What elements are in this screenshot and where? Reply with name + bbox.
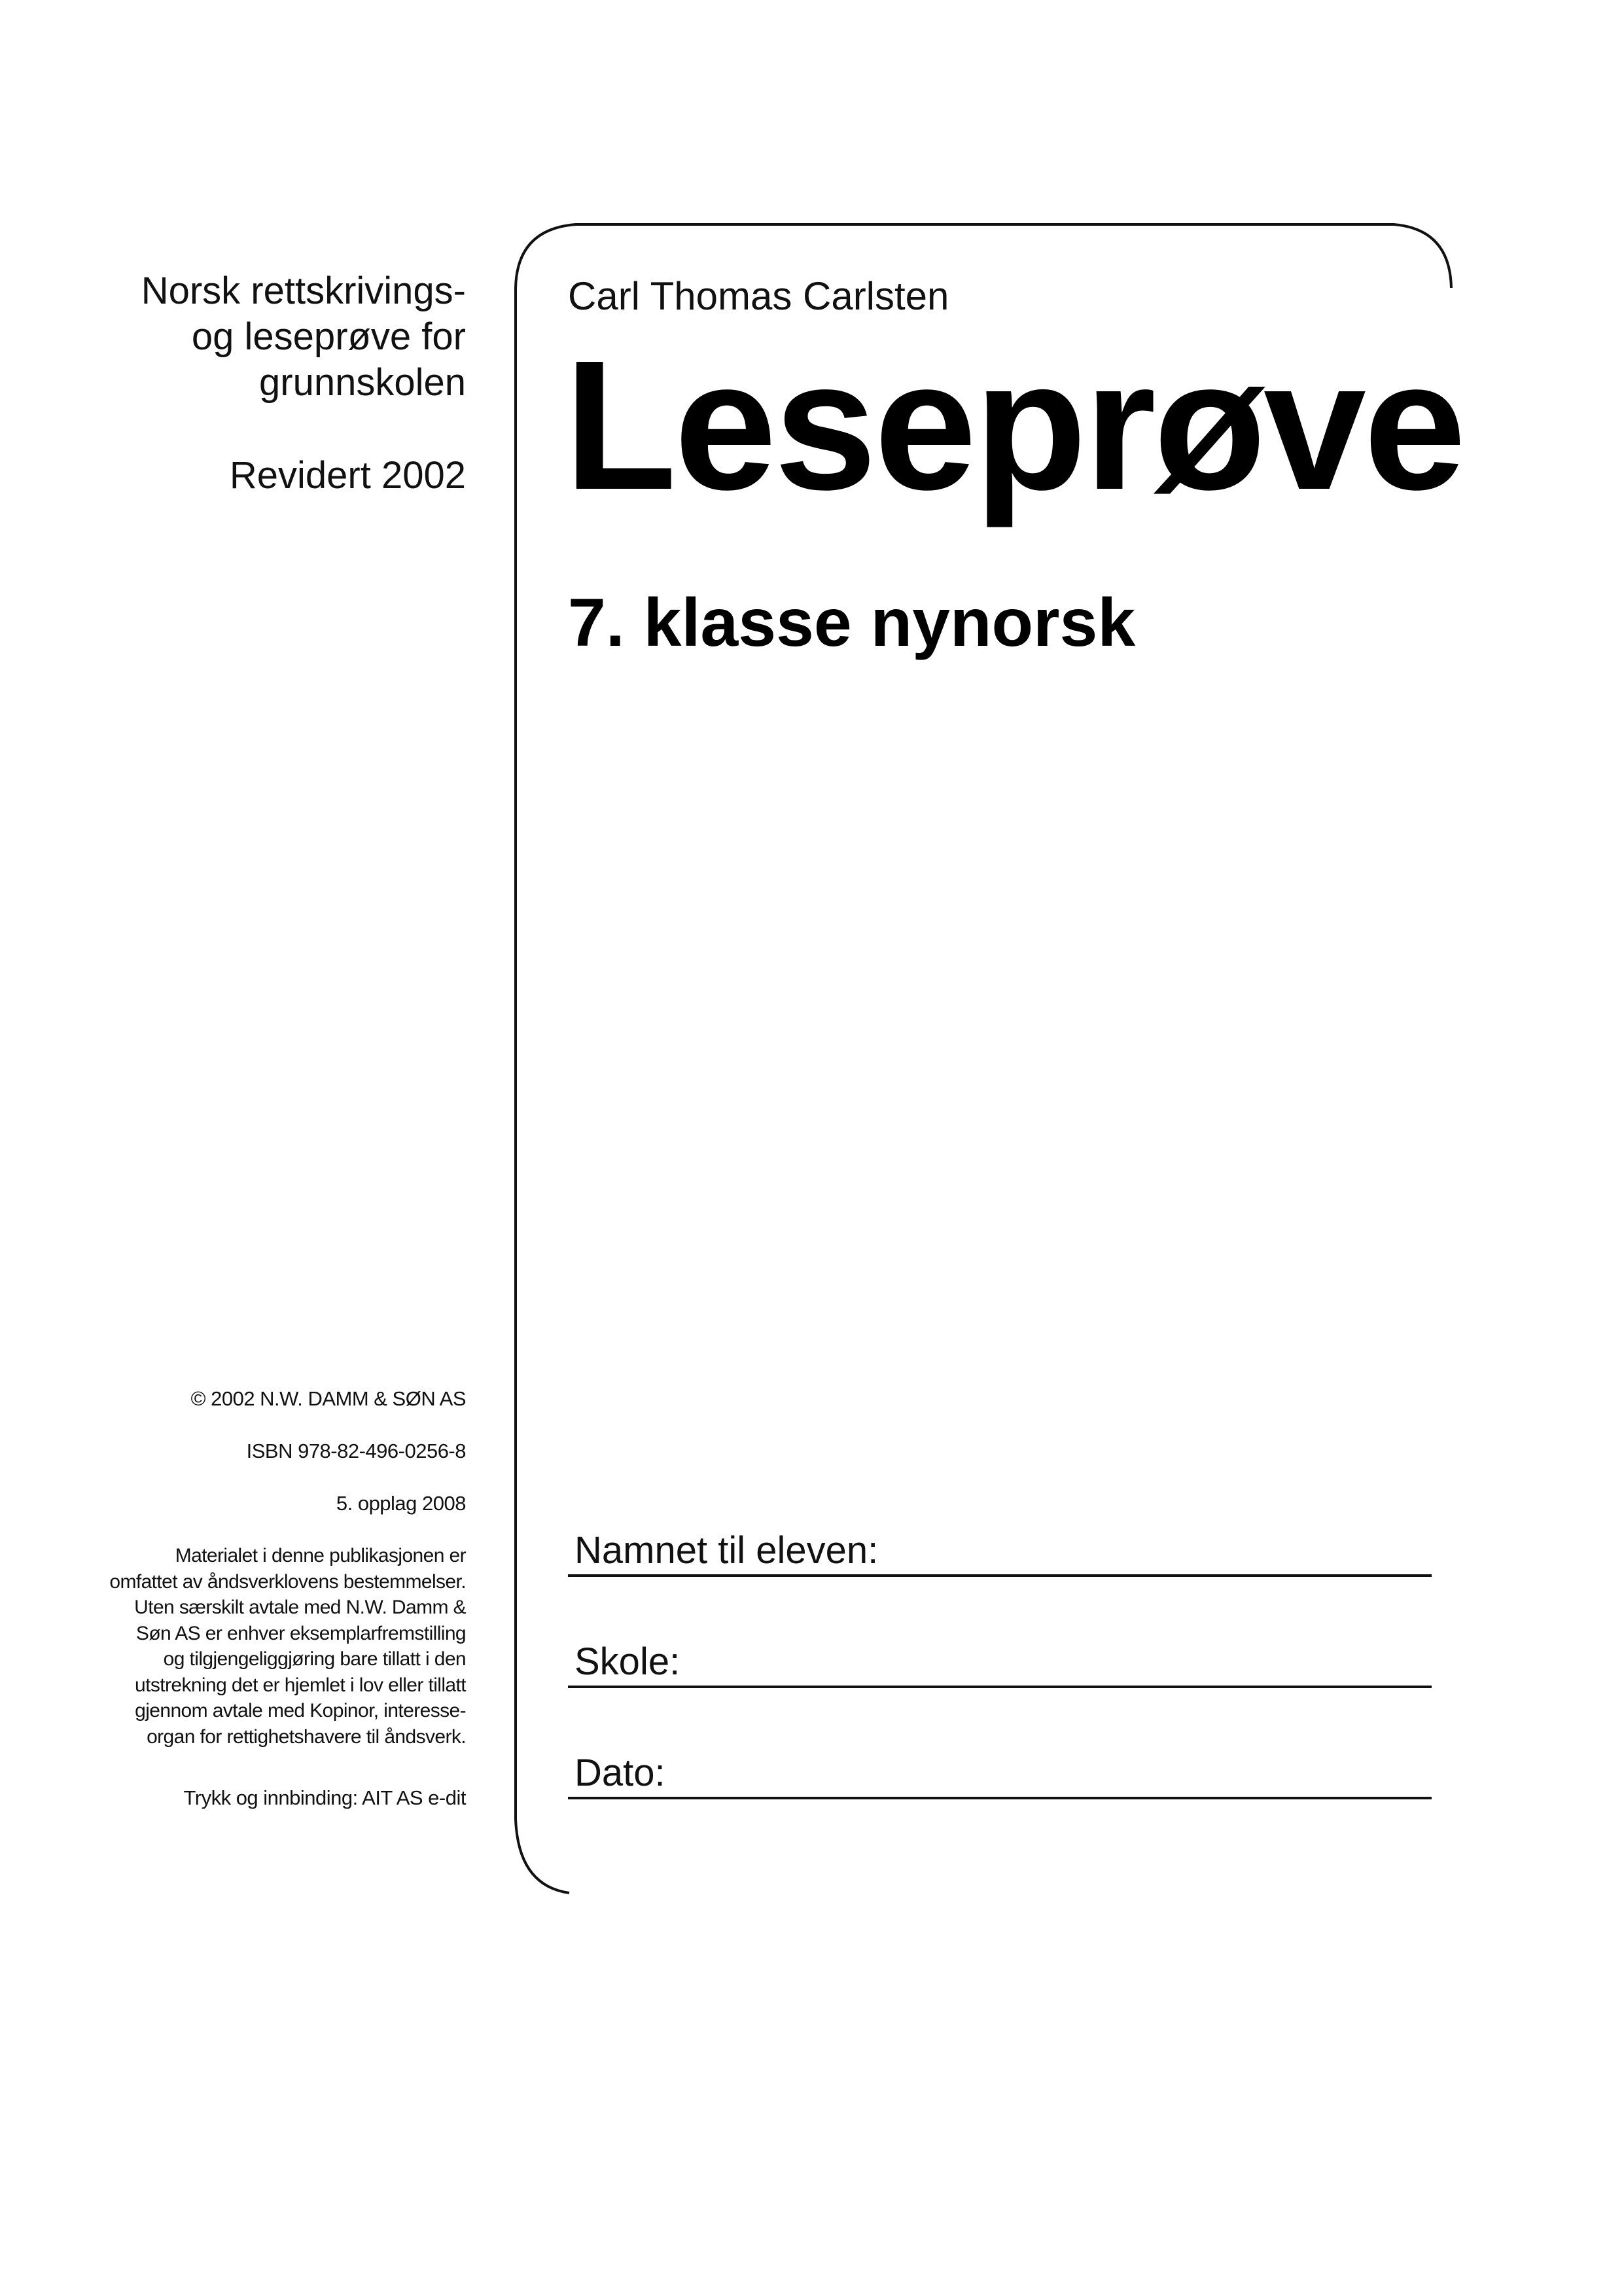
printer-note: Trykk og innbinding: AIT AS e-dit xyxy=(183,1786,466,1809)
series-title-line: Norsk rettskrivings- xyxy=(141,270,466,312)
series-title-line: og leseprøve for xyxy=(191,315,466,358)
school-label: Skole: xyxy=(574,1640,680,1683)
date-field[interactable] xyxy=(568,1740,1432,1799)
grade-subtitle: 7. klasse nynorsk xyxy=(568,585,1136,661)
page-title: Leseprøve xyxy=(564,322,1464,528)
legal-notice-line: Søn AS er enhver eksemplarfremstilling xyxy=(135,1622,466,1644)
revision-note: Revidert 2002 xyxy=(229,454,466,497)
student-name-label: Namnet til eleven: xyxy=(574,1529,879,1572)
legal-notice xyxy=(39,1543,466,1750)
legal-notice-line: omfattet av åndsverklovens bestemmelser. xyxy=(109,1570,466,1593)
school-field[interactable] xyxy=(568,1629,1432,1688)
legal-notice-line: organ for rettighetshavere til åndsverk. xyxy=(147,1725,466,1748)
series-title xyxy=(39,268,466,406)
date-label: Dato: xyxy=(574,1752,665,1794)
legal-notice-line: Materialet i denne publikasjonen er xyxy=(175,1545,466,1566)
legal-notice-line: utstrekning det er hjemlet i lov eller tillatt xyxy=(135,1674,466,1696)
legal-notice-line: Uten særskilt avtale med N.W. Damm & xyxy=(134,1597,466,1618)
legal-notice-line: gjennom avtale med Kopinor, interesse- xyxy=(135,1700,466,1722)
series-title-line: grunnskolen xyxy=(259,361,466,404)
student-name-field[interactable] xyxy=(568,1518,1432,1577)
legal-notice-line: og tilgjengeliggjøring bare tillatt i den xyxy=(163,1648,466,1670)
edition-note: 5. opplag 2008 xyxy=(336,1492,466,1515)
copyright-notice: © 2002 N.W. DAMM & SØN AS xyxy=(190,1387,466,1410)
author-name: Carl Thomas Carlsten xyxy=(568,274,949,318)
isbn: ISBN 978-82-496-0256-8 xyxy=(246,1439,466,1462)
